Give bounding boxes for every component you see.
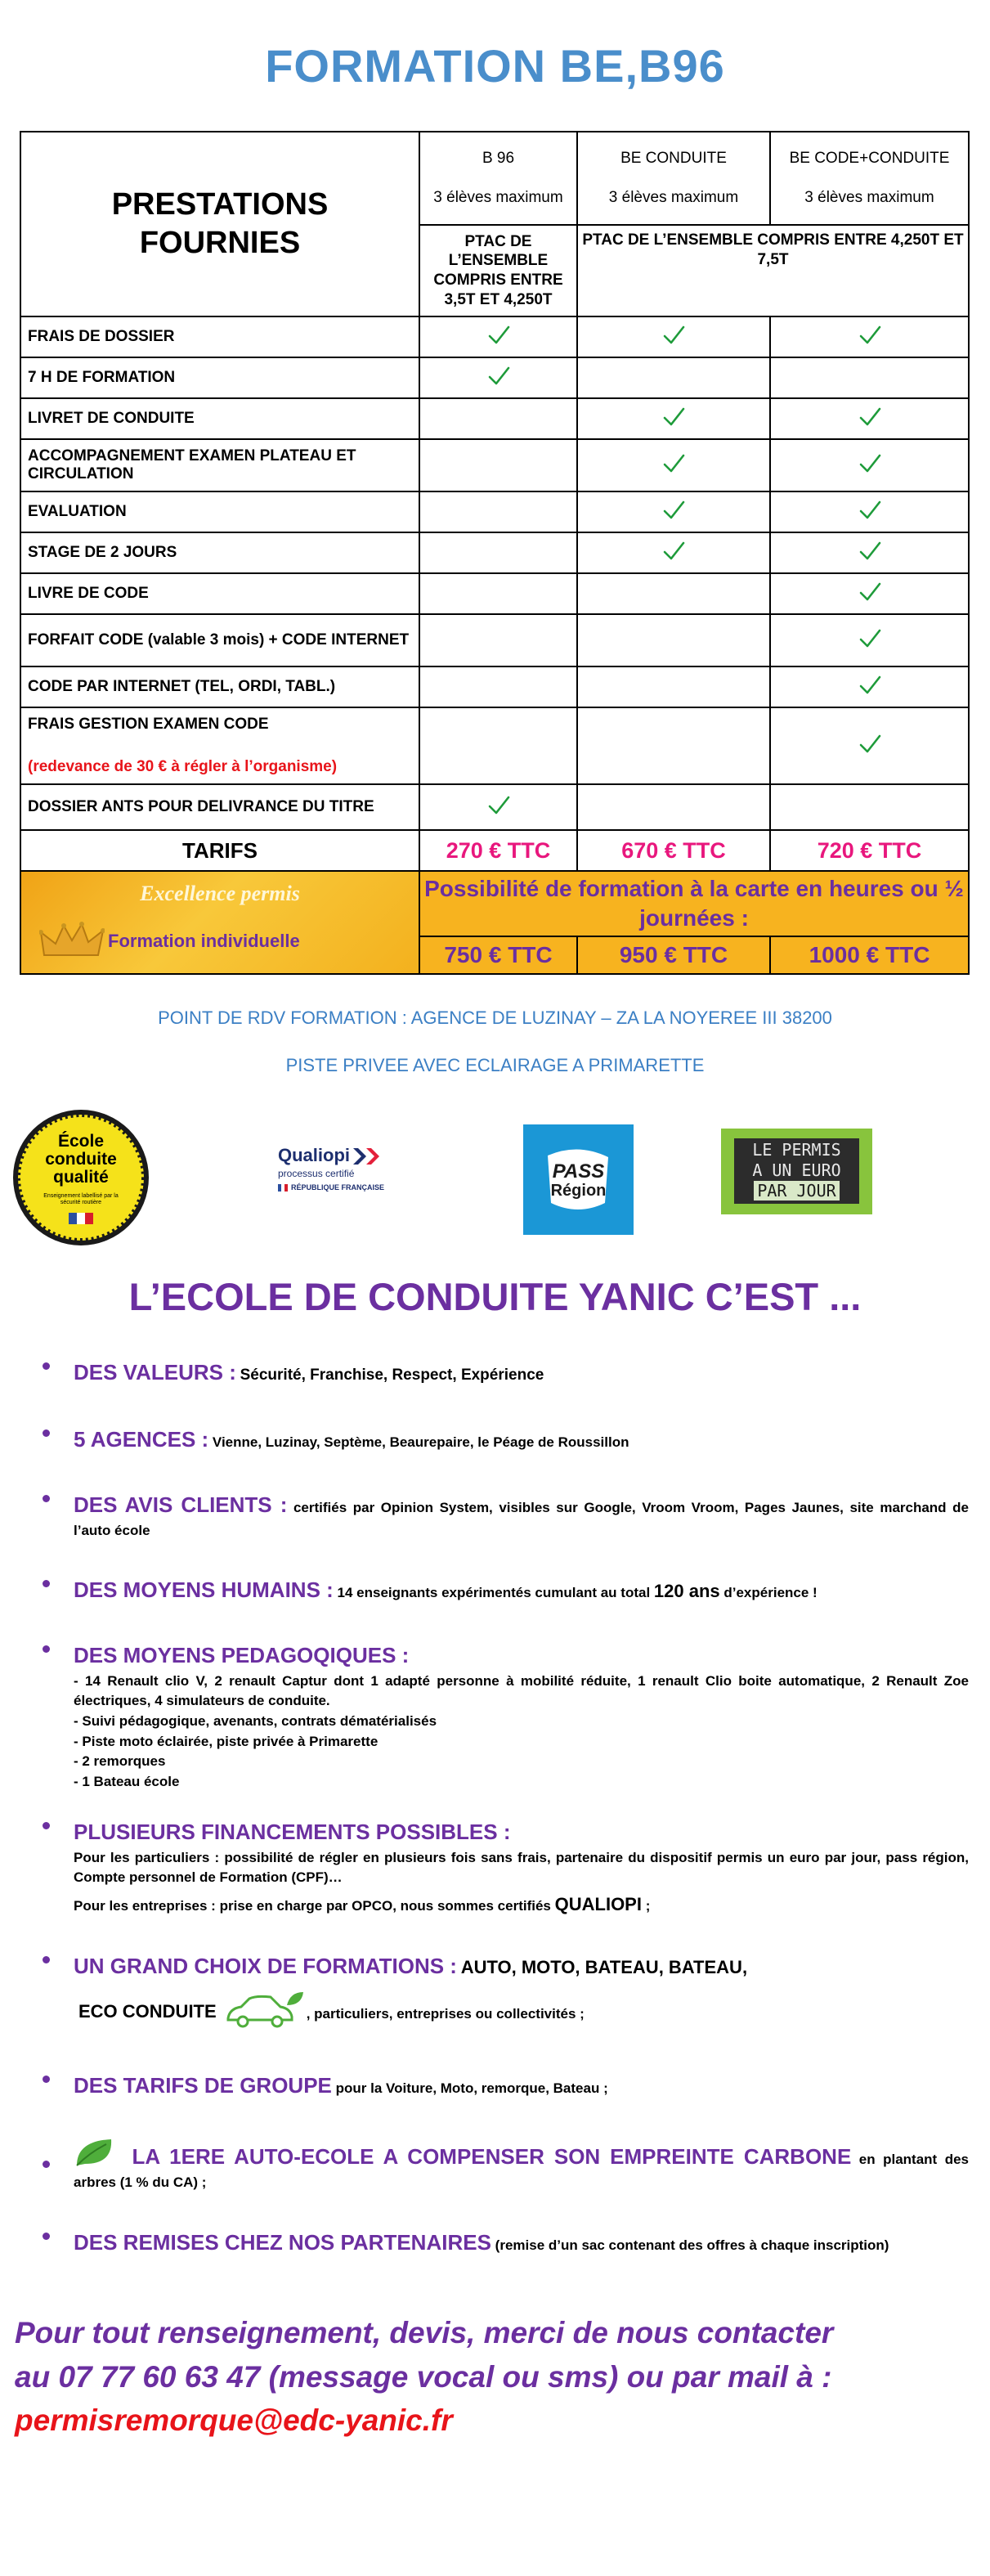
row-label: FRAIS GESTION EXAMEN CODE (redevance de 30 € à régler à l’organisme) bbox=[20, 707, 419, 784]
permis-line-1: LE PERMIS bbox=[752, 1140, 841, 1160]
leaf-icon bbox=[74, 2136, 116, 2169]
checkmark-icon bbox=[661, 451, 686, 476]
check-cell bbox=[419, 357, 577, 398]
eco-car-icon bbox=[223, 1990, 305, 2030]
a-la-carte-text: Possibilité de formation à la carte en heures ou ½ journées : bbox=[419, 871, 969, 936]
check-cell bbox=[770, 491, 969, 532]
section-title: L’ECOLE DE CONDUITE YANIC C’EST ... bbox=[128, 1275, 862, 1318]
table-row bbox=[20, 573, 969, 614]
row-label: STAGE DE 2 JOURS bbox=[20, 532, 419, 573]
row-label: 7 H DE FORMATION bbox=[20, 357, 419, 398]
col-header-be-conduite: BE CONDUITE 3 élèves maximum bbox=[577, 132, 770, 225]
carte-price-b96: 750 € TTC bbox=[419, 936, 577, 974]
check-cell bbox=[577, 707, 770, 784]
ptac-b96: PTAC DE L’ENSEMBLE COMPRIS ENTRE 3,5T ET 4,250T bbox=[419, 225, 577, 316]
prestations-title: PRESTATIONS FOURNIES bbox=[20, 132, 419, 316]
ptac-be: PTAC DE L’ENSEMBLE COMPRIS ENTRE 4,250T ET 7,5T bbox=[577, 225, 969, 316]
checkmark-icon bbox=[486, 793, 511, 818]
check-cell bbox=[770, 784, 969, 830]
permis-line-3: PAR JOUR bbox=[754, 1181, 839, 1200]
row-label: FRAIS DE DOSSIER bbox=[20, 316, 419, 357]
table-row bbox=[20, 784, 969, 830]
check-cell bbox=[419, 439, 577, 491]
checkmark-icon bbox=[661, 498, 686, 523]
list-item-avis: DES AVIS CLIENTS : certifiés par Opinion System, visibles sur Google, Vroom Vroom, Pages Jaunes, site marchand de l’auto école bbox=[74, 1490, 969, 1541]
tarif-be-code-conduite: 720 € TTC bbox=[770, 830, 969, 871]
crown-icon bbox=[39, 921, 105, 962]
checkmark-icon bbox=[858, 732, 882, 756]
check-cell bbox=[577, 573, 770, 614]
permis-un-euro-logo bbox=[721, 1129, 872, 1214]
row-label: LIVRET DE CONDUITE bbox=[20, 398, 419, 439]
bullet-dot bbox=[43, 1429, 50, 1437]
check-cell bbox=[770, 573, 969, 614]
qualite-word: qualité bbox=[53, 1168, 109, 1187]
tarif-b96: 270 € TTC bbox=[419, 830, 577, 871]
checkmark-icon bbox=[858, 323, 882, 348]
row-label: EVALUATION bbox=[20, 491, 419, 532]
table-row bbox=[20, 491, 969, 532]
check-cell bbox=[419, 666, 577, 707]
qualiopi-sub: processus certifié bbox=[278, 1168, 355, 1179]
check-cell bbox=[577, 491, 770, 532]
table-row bbox=[20, 666, 969, 707]
qualiopi-word: Qualiopi bbox=[278, 1145, 350, 1165]
row-label: CODE PAR INTERNET (TEL, ORDI, TABL.) bbox=[20, 666, 419, 707]
row-note: (redevance de 30 € à régler à l’organisme) bbox=[28, 758, 338, 775]
qualiopi-chevrons-icon bbox=[352, 1147, 384, 1166]
bullet-dot bbox=[43, 2233, 50, 2240]
permis-line-2: A UN EURO bbox=[752, 1160, 841, 1180]
checkmark-icon bbox=[858, 673, 882, 698]
list-item-humains: DES MOYENS HUMAINS : 14 enseignants expérimentés cumulant au total 120 ans d’expérience ! bbox=[74, 1575, 969, 1606]
table-row bbox=[20, 439, 969, 491]
row-label: LIVRE DE CODE bbox=[20, 573, 419, 614]
row-label: DOSSIER ANTS POUR DELIVRANCE DU TITRE bbox=[20, 784, 419, 830]
check-cell bbox=[577, 439, 770, 491]
check-cell bbox=[770, 707, 969, 784]
check-cell bbox=[770, 398, 969, 439]
checkmark-icon bbox=[858, 626, 882, 651]
check-cell bbox=[419, 491, 577, 532]
check-cell bbox=[419, 316, 577, 357]
bullet-dot bbox=[43, 1495, 50, 1502]
list-item-agences: 5 AGENCES : Vienne, Luzinay, Septème, Beaurepaire, le Péage de Roussillon bbox=[74, 1425, 969, 1456]
check-cell bbox=[419, 707, 577, 784]
bullet-dot bbox=[43, 1956, 50, 1963]
qualiopi-republique: RÉPUBLIQUE FRANÇAISE bbox=[291, 1183, 385, 1192]
list-item-valeurs: DES VALEURS : Sécurité, Franchise, Respect, Expérience bbox=[74, 1358, 969, 1389]
conduite-word: conduite bbox=[45, 1150, 117, 1169]
checkmark-icon bbox=[858, 498, 882, 523]
excellence-title: Excellence permis bbox=[140, 882, 300, 905]
qualiopi-logo bbox=[270, 1145, 392, 1202]
checkmark-icon bbox=[661, 539, 686, 563]
check-cell bbox=[770, 439, 969, 491]
list-item-pedagogiques: DES MOYENS PEDAGOQIQUES : - 14 Renault clio V, 2 renault Captur dont 1 adapté personne à mobilité réduite, 1 renault Clio boite automatique, 2 Renault Zoe électriques, 4 simulateurs de conduite. - Suivi pédagogique, avenants, contrats dématérialisés - Piste moto éclairée, piste privée à Primarette - 2 remorques - 1 Bateau école bbox=[74, 1640, 969, 1793]
check-cell bbox=[770, 316, 969, 357]
check-cell bbox=[577, 357, 770, 398]
tarif-be-conduite: 670 € TTC bbox=[577, 830, 770, 871]
carte-price-be-conduite: 950 € TTC bbox=[577, 936, 770, 974]
pass-word: PASS bbox=[552, 1160, 605, 1183]
checkmark-icon bbox=[858, 405, 882, 429]
row-label: FORFAIT CODE (valable 3 mois) + CODE INTERNET bbox=[20, 614, 419, 666]
page-title: FORMATION BE,B96 bbox=[265, 40, 725, 92]
table-row bbox=[20, 398, 969, 439]
bullet-dot bbox=[43, 1362, 50, 1370]
row-label: ACCOMPAGNEMENT EXAMEN PLATEAU ET CIRCULATION bbox=[20, 439, 419, 491]
contact-line-1: Pour tout renseignement, devis, merci de nous contacter bbox=[15, 2316, 834, 2349]
checkmark-icon bbox=[858, 539, 882, 563]
check-cell bbox=[419, 532, 577, 573]
tarifs-label: TARIFS bbox=[20, 830, 419, 871]
list-item-remises: DES REMISES CHEZ NOS PARTENAIRES (remise d’un sac contenant des offres à chaque inscription) bbox=[74, 2228, 969, 2259]
check-cell bbox=[419, 614, 577, 666]
check-cell bbox=[577, 666, 770, 707]
check-cell bbox=[770, 614, 969, 666]
pass-region-logo bbox=[523, 1124, 634, 1235]
check-cell bbox=[419, 398, 577, 439]
ecole-word: École bbox=[57, 1132, 105, 1151]
bullet-dot bbox=[43, 2161, 50, 2168]
region-word: Région bbox=[550, 1182, 607, 1200]
bullet-dot bbox=[43, 2076, 50, 2083]
checkmark-icon bbox=[661, 323, 686, 348]
check-cell bbox=[577, 532, 770, 573]
excellence-permis-banner bbox=[20, 871, 419, 974]
french-flag-icon bbox=[278, 1184, 288, 1192]
carte-price-be-code-conduite: 1000 € TTC bbox=[770, 936, 969, 974]
check-cell bbox=[577, 398, 770, 439]
bullet-dot bbox=[43, 1645, 50, 1653]
table-row bbox=[20, 614, 969, 666]
contact-line-2: au 07 77 60 63 47 (message vocal ou sms) ou par mail à : bbox=[15, 2359, 832, 2394]
ecole-conduite-qualite-logo bbox=[11, 1108, 150, 1247]
check-cell bbox=[770, 666, 969, 707]
contact-email[interactable]: permisremorque@edc-yanic.fr bbox=[15, 2403, 453, 2438]
col-header-b96: B 96 3 élèves maximum bbox=[419, 132, 577, 225]
bullet-dot bbox=[43, 1822, 50, 1829]
col-header-be-code-conduite: BE CODE+CONDUITE 3 élèves maximum bbox=[770, 132, 969, 225]
excellence-subtitle: Formation individuelle bbox=[108, 931, 300, 951]
checkmark-icon bbox=[486, 323, 511, 348]
check-cell bbox=[419, 784, 577, 830]
check-cell bbox=[577, 316, 770, 357]
rdv-line: POINT DE RDV FORMATION : AGENCE DE LUZINAY – ZA LA NOYEREE III 38200 bbox=[158, 1008, 832, 1028]
ecole-small-text: Enseignement labellisé par la sécurité routière bbox=[43, 1193, 119, 1205]
table-row bbox=[20, 707, 969, 784]
table-row bbox=[20, 532, 969, 573]
piste-line: PISTE PRIVEE AVEC ECLAIRAGE A PRIMARETTE bbox=[285, 1055, 705, 1075]
checkmark-icon bbox=[858, 451, 882, 476]
bullet-dot bbox=[43, 1580, 50, 1587]
table-row bbox=[20, 357, 969, 398]
list-item-carbone: LA 1ERE AUTO-ECOLE A COMPENSER SON EMPREINTE CARBONE en plantant des arbres (1 % du CA) ; bbox=[74, 2136, 969, 2192]
list-item-tarifs-groupe: DES TARIFS DE GROUPE pour la Voiture, Moto, remorque, Bateau ; bbox=[74, 2071, 969, 2102]
table-row bbox=[20, 316, 969, 357]
list-item-choix-formations: UN GRAND CHOIX DE FORMATIONS : AUTO, MOTO, BATEAU, BATEAU, ECO CONDUITE , particuliers, entreprises ou collectivités ; bbox=[74, 1951, 969, 2025]
checkmark-icon bbox=[661, 405, 686, 429]
contact-block bbox=[15, 2311, 979, 2443]
checkmark-icon bbox=[486, 364, 511, 388]
check-cell bbox=[577, 614, 770, 666]
check-cell bbox=[419, 573, 577, 614]
check-cell bbox=[770, 357, 969, 398]
check-cell bbox=[770, 532, 969, 573]
check-cell bbox=[577, 784, 770, 830]
prestations-table bbox=[20, 131, 970, 975]
list-item-financements: PLUSIEURS FINANCEMENTS POSSIBLES : Pour les particuliers : possibilité de régler en plusieurs fois sans frais, partenaire du dispositif permis un euro par jour, pass région, Compte personnel de Formation (CPF)… Pour les entreprises : prise en charge par OPCO, nous sommes certifiés QUALIOPI ; bbox=[74, 1817, 969, 1918]
checkmark-icon bbox=[858, 580, 882, 604]
